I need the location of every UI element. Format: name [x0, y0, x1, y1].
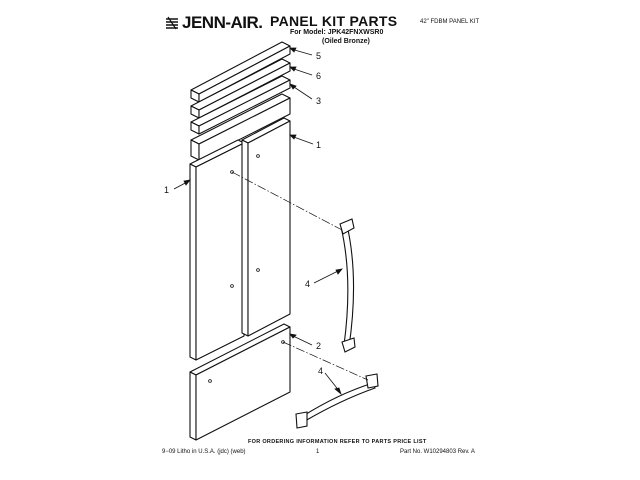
- litho-info: 9−09 Litho in U.S.A. (jdc) (web): [162, 449, 246, 455]
- left-door-panel: [190, 140, 244, 360]
- callout-3: 3: [316, 96, 322, 106]
- finish-label: (Oiled Bronze): [322, 38, 370, 45]
- callout-6: 6: [316, 71, 322, 81]
- callout-1-top: 1: [316, 140, 322, 150]
- right-door-panel: [242, 118, 290, 336]
- callout-5: 5: [316, 51, 322, 61]
- drawer-handle: [296, 374, 378, 428]
- door-handle: [340, 219, 355, 352]
- ordering-note: FOR ORDERING INFORMATION REFER TO PARTS PRICE LIST: [248, 439, 427, 445]
- page-title: PANEL KIT PARTS: [270, 13, 398, 29]
- kit-name: 42" FDBM PANEL KIT: [420, 19, 480, 25]
- callout-4-drawer: 4: [318, 366, 324, 376]
- callout-2: 2: [316, 341, 322, 351]
- page-number: 1: [316, 449, 320, 455]
- callout-4-door: 4: [305, 279, 311, 289]
- callout-1-left: 1: [164, 185, 170, 195]
- model-number: For Model: JPK42FNXWSR0: [290, 29, 384, 36]
- part-number: Part No. W10294803 Rev. A: [400, 449, 475, 455]
- brand-name: JENN-AIR.: [182, 13, 263, 32]
